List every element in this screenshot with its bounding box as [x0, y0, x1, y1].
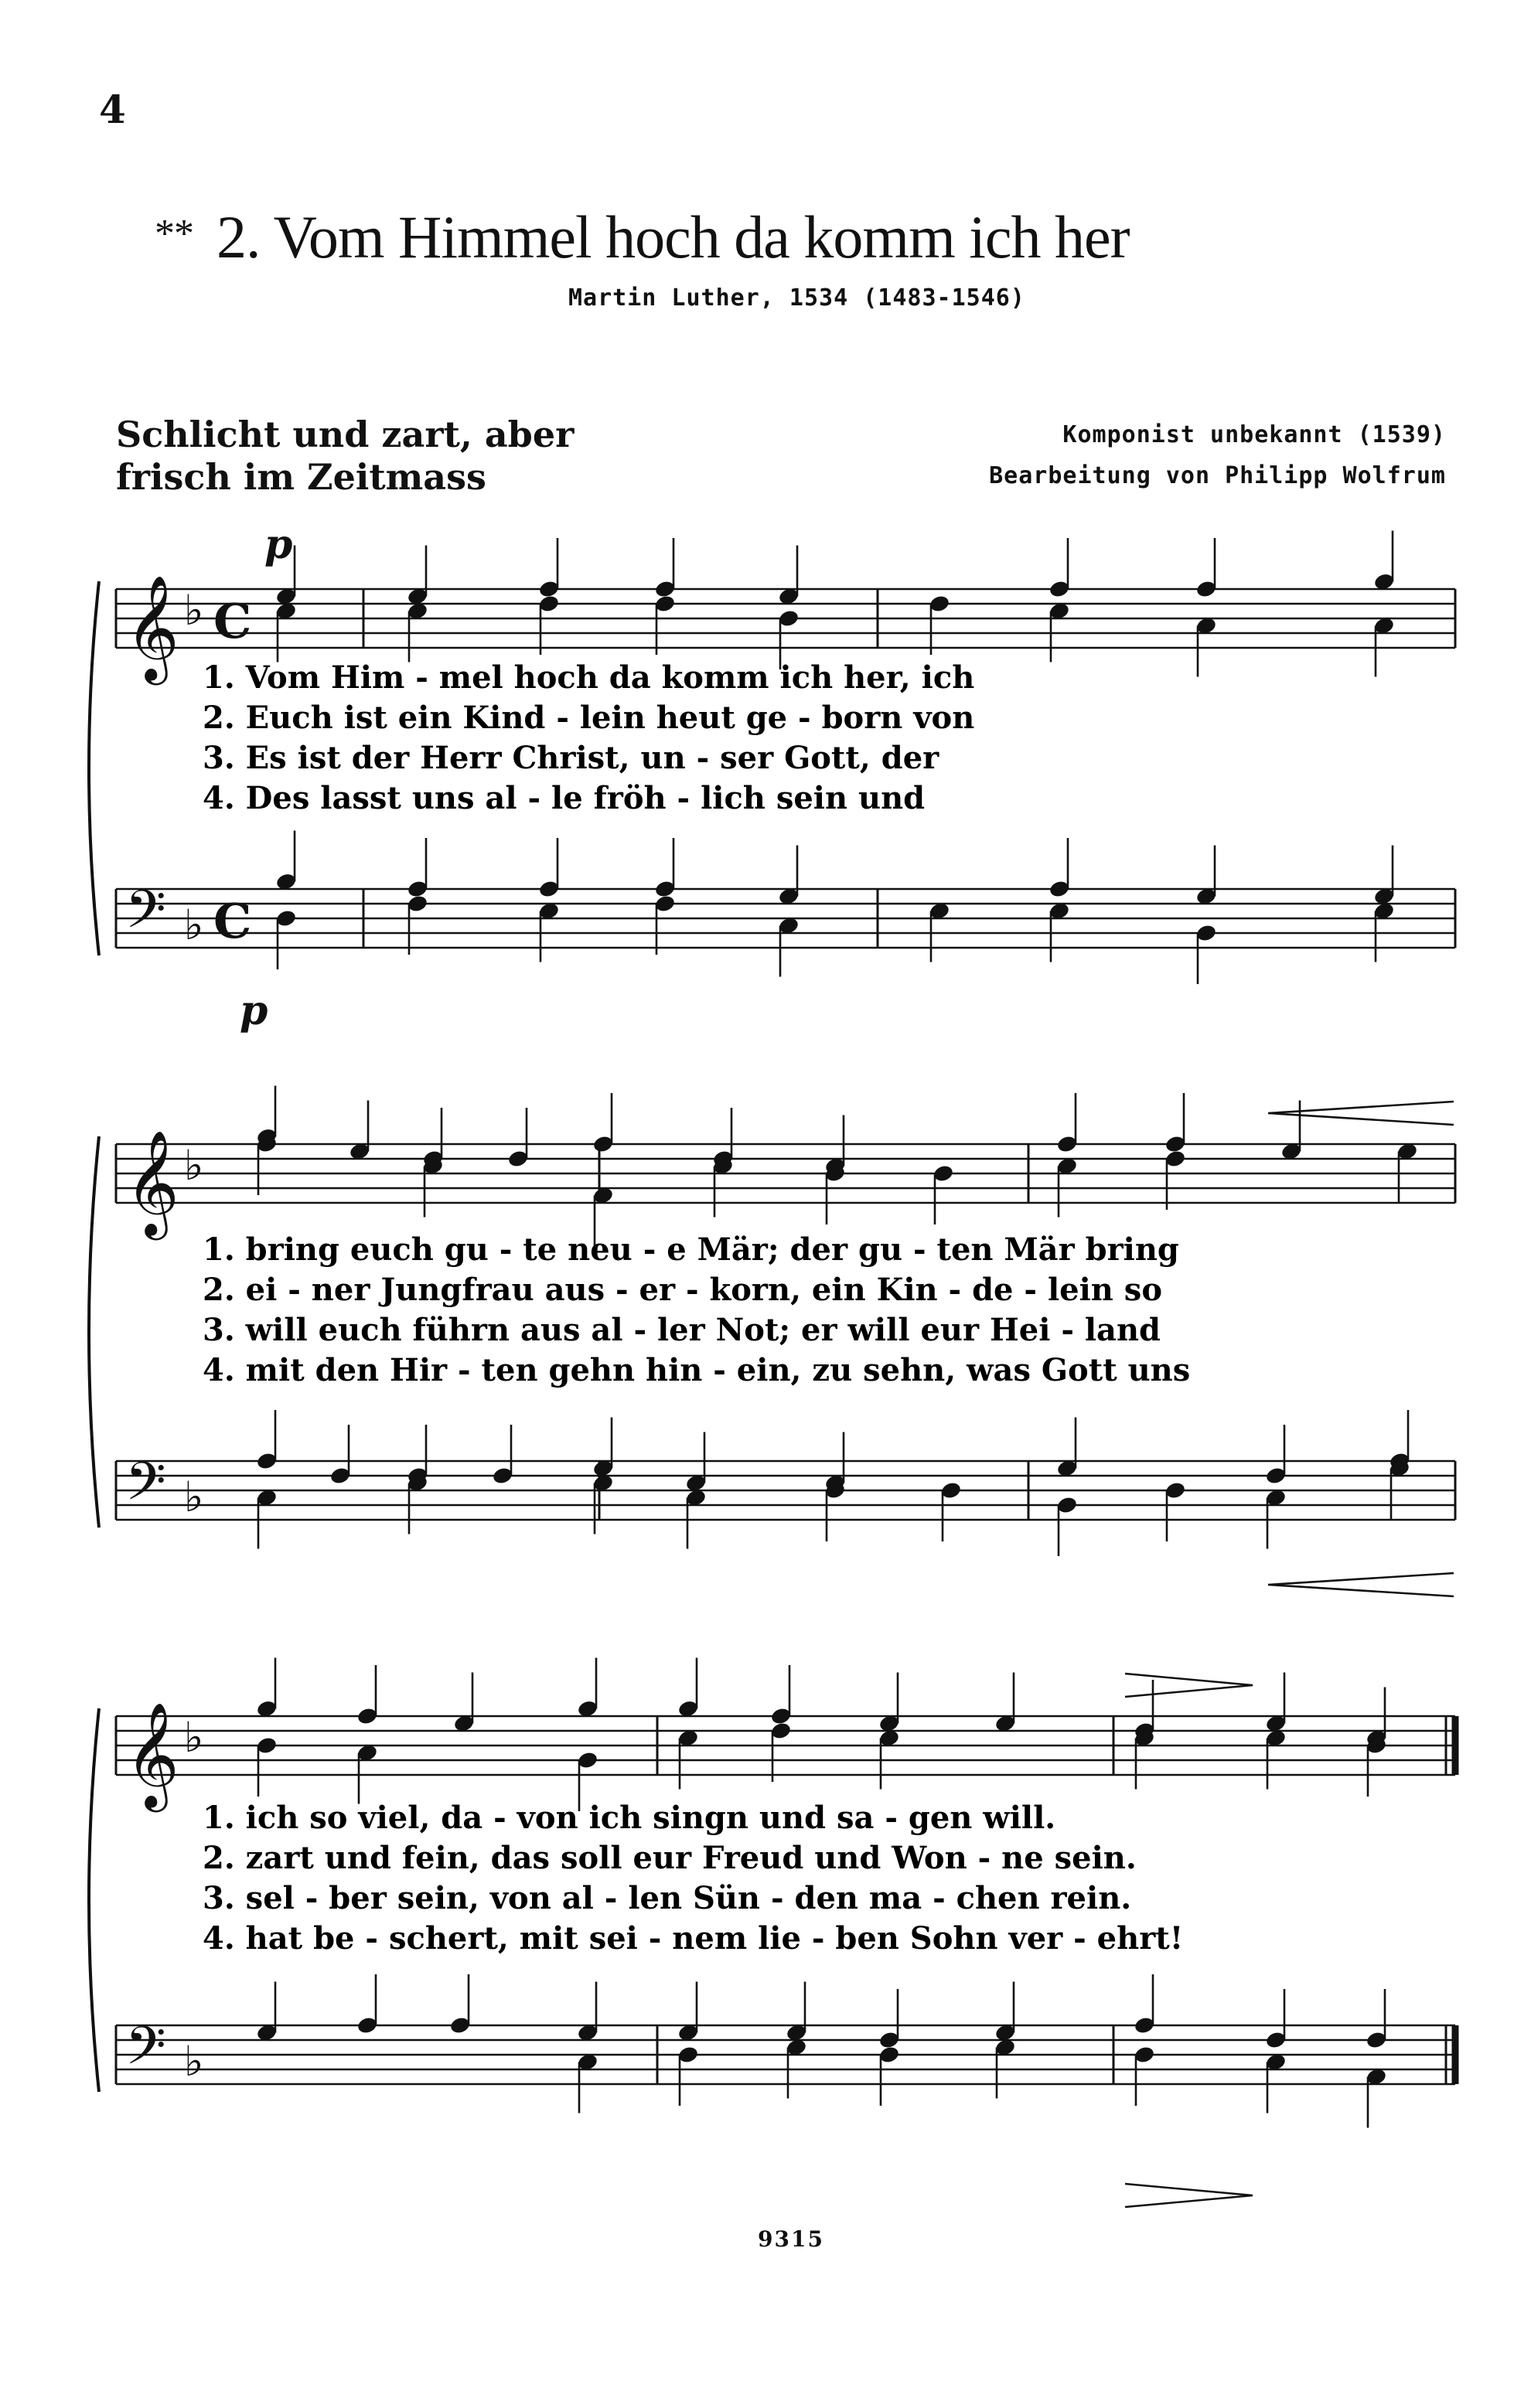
lyric-verse-1: 1. bring euch gu - te neu - e Mär; der gu - ten Mär bring — [203, 1231, 1179, 1268]
lyric-verse-4: 4. mit den Hir - ten gehn hin - ein, zu sehn, was Gott uns — [203, 1352, 1191, 1388]
system-brace — [89, 1708, 99, 2092]
flat-key-signature-icon: ♭ — [184, 586, 204, 635]
lyric-verse-3: 3. sel - ber sein, von al - len Sün - den ma - chen rein. — [203, 1880, 1132, 1916]
crescendo-hairpin — [1268, 1573, 1454, 1596]
tempo-marking-line-2: frisch im Zeitmass — [116, 456, 486, 498]
flat-key-signature-icon: ♭ — [184, 1141, 204, 1190]
author-credit: Martin Luther, 1534 (1483-1546) — [568, 284, 1025, 312]
system-3 — [89, 1658, 1455, 2128]
treble-clef-icon: 𝄞 — [125, 1129, 179, 1235]
lyric-verse-4: 4. hat be - schert, mit sei - nem lie - ben Sohn ver - ehrt! — [203, 1920, 1184, 1957]
lyrics-block — [203, 1800, 1183, 1957]
system-brace — [89, 581, 99, 955]
lyric-verse-4: 4. Des lasst uns al - le fröh - lich sein und — [203, 780, 926, 816]
flat-key-signature-icon: ♭ — [184, 2037, 204, 2086]
lyrics-block — [203, 1231, 1190, 1388]
dynamic-piano-lower: p — [240, 987, 268, 1034]
common-time-icon: C — [213, 893, 252, 949]
lyric-verse-1: 1. ich so viel, da - von ich singn und sa - gen will. — [203, 1800, 1056, 1836]
bass-staff — [116, 1410, 1455, 1556]
system-2 — [89, 1086, 1455, 1557]
bass-clef-icon: 𝄢 — [125, 2016, 166, 2090]
lyric-verse-2: 2. Euch ist ein Kind - lein heut ge - born von — [203, 700, 975, 736]
composer-credit: Komponist unbekannt (1539) — [1062, 421, 1446, 448]
arranger-credit: Bearbeitung von Philipp Wolfrum — [989, 462, 1446, 489]
flat-key-signature-icon: ♭ — [184, 1473, 204, 1521]
tempo-marking-line-1: Schlicht und zart, aber — [116, 414, 575, 455]
difficulty-stars: ** — [155, 212, 193, 256]
bass-staff — [116, 1974, 1455, 2128]
bass-staff — [116, 831, 1455, 985]
flat-key-signature-icon: ♭ — [184, 1713, 204, 1762]
lyrics-block — [203, 659, 974, 816]
crescendo-hairpin — [1268, 1102, 1454, 1125]
lyric-verse-2: 2. ei - ner Jungfrau aus - er - korn, ein Kin - de - lein so — [203, 1272, 1162, 1308]
lyric-verse-1: 1. Vom Him - mel hoch da komm ich her, ich — [203, 659, 975, 696]
system-brace — [89, 1136, 99, 1528]
dynamic-piano-upper: p — [264, 521, 293, 568]
bass-clef-icon: 𝄢 — [125, 1452, 166, 1525]
decrescendo-hairpin — [1125, 2184, 1253, 2207]
hymn-title-text: 2. Vom Himmel hoch da komm ich her — [217, 203, 1130, 271]
treble-staff — [116, 1658, 1455, 1813]
page-number: 4 — [99, 87, 126, 132]
treble-clef-icon: 𝄞 — [125, 1701, 179, 1807]
treble-clef-icon: 𝄞 — [125, 574, 179, 680]
lyric-verse-3: 3. Es ist der Herr Christ, un - ser Gott, der — [203, 740, 939, 776]
lyric-verse-2: 2. zart und fein, das soll eur Freud und Won - ne sein. — [203, 1840, 1137, 1876]
common-time-icon: C — [213, 593, 252, 649]
plate-number: 9315 — [758, 2226, 824, 2252]
lyric-verse-3: 3. will euch führn aus al - ler Not; er will eur Hei - land — [203, 1312, 1161, 1348]
decrescendo-hairpin — [1125, 1674, 1253, 1697]
flat-key-signature-icon: ♭ — [184, 901, 204, 949]
bass-clef-icon: 𝄢 — [125, 880, 166, 953]
system-1 — [89, 531, 1455, 985]
treble-staff — [116, 1086, 1455, 1247]
